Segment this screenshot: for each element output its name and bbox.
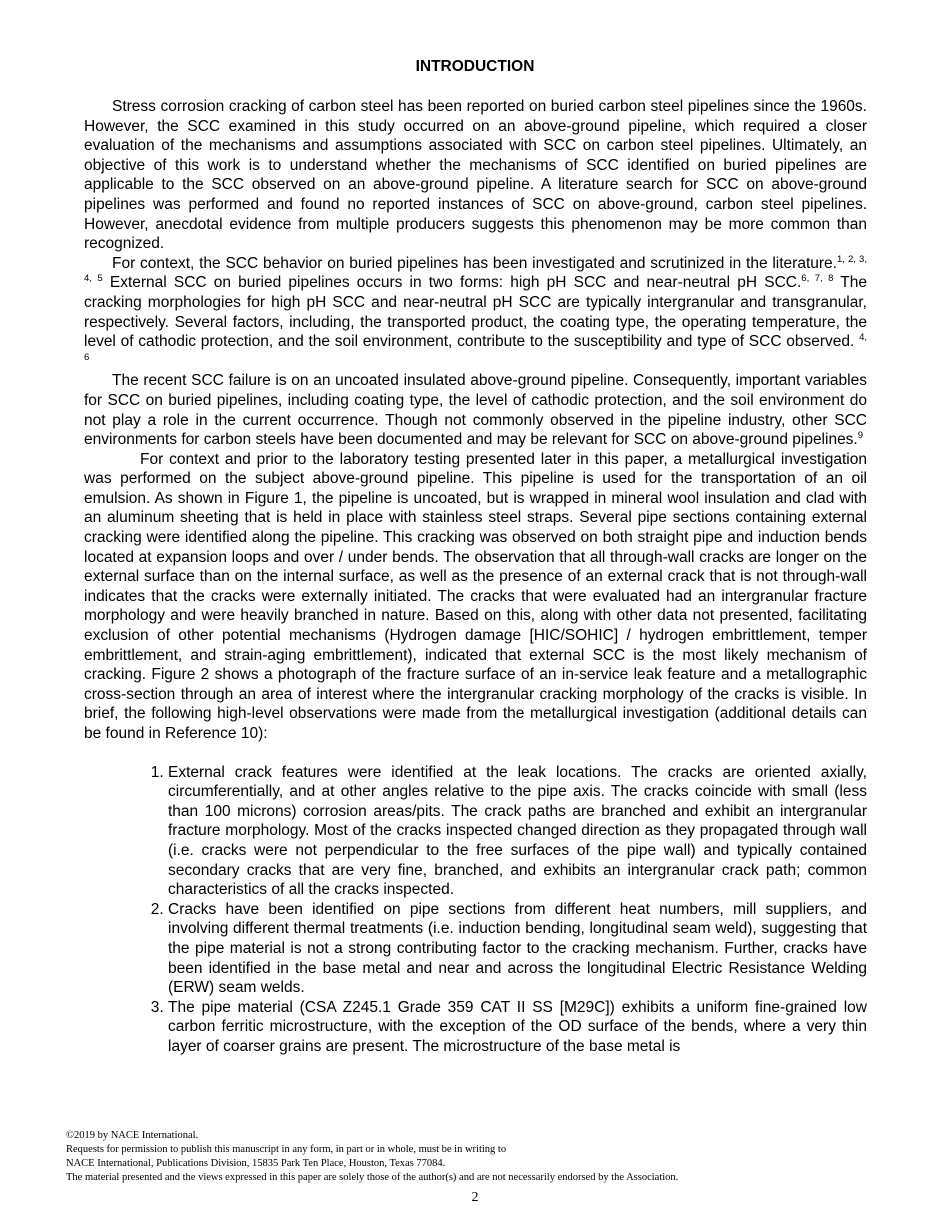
observations-list — [84, 763, 867, 1057]
footer-copyright: ©2019 by NACE International. — [66, 1130, 199, 1141]
paragraph-text: The recent SCC failure is on an uncoated insulated above-ground pipeline. Consequently, important variables for SCC on buried pipelines, including coating type, the level of cathodic protection, and the soil environment do not play a role in the current occurrence. Though not commonly observed in the pipeline industry, other SCC environments for carbon steels have been documented and may be relevant for SCC on above-ground pipelines. — [84, 372, 867, 449]
citation-superscript: 6, 7, 8 — [801, 273, 834, 285]
paragraph-text: Stress corrosion cracking of carbon steel has been reported on buried carbon steel pipelines since the 1960s. However, the SCC examined in this study occurred on an above-ground pipeline, which required a closer evaluation of the mechanisms and assumptions associated with SCC on carbon steel pipelines. Ultimately, an objective of this work is to understand whether the mechanisms of SCC identified on buried pipelines are applicable to the SCC observed on an above-ground pipeline. A literature search for SCC on above-ground pipelines was performed and found no reported instances of SCC on above-ground, carbon steel pipelines. However, anecdotal evidence from multiple producers suggests this phenomenon may be more common than recognized. — [84, 98, 867, 253]
paragraph-text: For context and prior to the laboratory testing presented later in this paper, a metallurgical investigation was performed on the subject above-ground pipeline. This pipeline is used for the transportation of an oil emulsion. As shown in Figure 1, the pipeline is uncoated, but is wrapped in mineral wool insulation and clad with an aluminum sheeting that is held in place with stainless steel straps. Several pipe sections containing external cracking were identified along the pipeline. This cracking was observed on both straight pipe and induction bends located at expansion loops and over / under bends. The observation that all through-wall cracks are longer on the external surface than on the internal surface, as well as the presence of an external crack that is not through-wall indicates that the cracks were externally initiated. The cracks that were evaluated had an intergranular fracture morphology and were heavily branched in nature. Based on this, along with other data not presented, facilitating exclusion of other potential mechanisms (Hydrogen damage [HIC/SOHIC] / hydrogen embrittlement, temper embrittlement, and strain-aging embrittlement), indicated that external SCC is the most likely mechanism of cracking. Figure 2 shows a photograph of the fracture surface of an in-service leak feature and a metallographic cross-section through an area of interest where the intergranular cracking morphology of the cracks is visible. In brief, the following high-level observations were made from the metallurgical investigation (additional details can be found in Reference 10): — [84, 450, 867, 742]
footer-disclaimer: The material presented and the views expressed in this paper are solely those of the author(s) and are not necessarily endorsed by the Association. — [66, 1172, 679, 1183]
paragraph-text: For context, the SCC behavior on buried pipelines has been investigated and scrutinized in the literature. — [112, 254, 837, 272]
paragraph — [84, 450, 867, 744]
paragraph — [84, 254, 867, 372]
citation-superscript: 4, 6 — [84, 332, 867, 363]
list-item: 3. The pipe material (CSA Z245.1 Grade 359 CAT II SS [M29C]) exhibits a uniform fine-grained low carbon ferritic microstructure, with the exception of the OD surface of the bends, where a very thin layer of coarser grains are present. The microstructure of the base metal is — [168, 998, 867, 1057]
citation-superscript: 1, 2, 3, 4, 5 — [84, 253, 867, 285]
body-text — [84, 97, 867, 1057]
footer — [66, 1129, 866, 1185]
paragraph-text: External SCC on buried pipelines occurs in two forms: high pH SCC and near-neutral pH SCC. — [102, 274, 802, 292]
paragraph-text: The cracking morphologies for high pH SCC and near-neutral pH SCC are typically intergranular and transgranular, respectively. Several factors, including, the transported product, the coating type, the operating temperature, the level of cathodic protection, and the soil environment, contribute to the susceptibility and type of SCC observed. — [84, 274, 867, 351]
paragraph — [84, 97, 867, 254]
citation-superscript: 9 — [857, 430, 864, 442]
footer-permission: Requests for permission to publish this manuscript in any form, in part or in whole, must be in writing to — [66, 1144, 507, 1155]
list-item: 2. Cracks have been identified on pipe sections from different heat numbers, mill suppliers, and involving different thermal treatments (i.e. induction bending, longitudinal seam weld), suggesting that the pipe material is not a strong contributing factor to the cracking mechanism. Further, cracks have been identified in the base metal and near and across the longitudinal Electric Resistance Welding (ERW) seam welds. — [168, 900, 867, 998]
page-number: 2 — [471, 1190, 479, 1205]
footer-address: NACE International, Publications Division, 15835 Park Ten Place, Houston, Texas 77084. — [66, 1158, 446, 1169]
paragraph — [84, 371, 867, 449]
section-heading: INTRODUCTION — [415, 58, 535, 75]
list-item: 1. External crack features were identified at the leak locations. The cracks are oriented axially, circumferentially, and at other angles relative to the pipe axis. The cracks coincide with small (less than 100 microns) corrosion areas/pits. The crack paths are branched and exhibit an intergranular fracture morphology. Most of the cracks inspected changed direction as they propagated through wall (i.e. cracks were not perpendicular to the free surfaces of the pipe wall) and typically contained secondary cracks that are very fine, branched, and exhibits an intergranular crack path; common characteristics of all the cracks inspected. — [168, 763, 867, 900]
